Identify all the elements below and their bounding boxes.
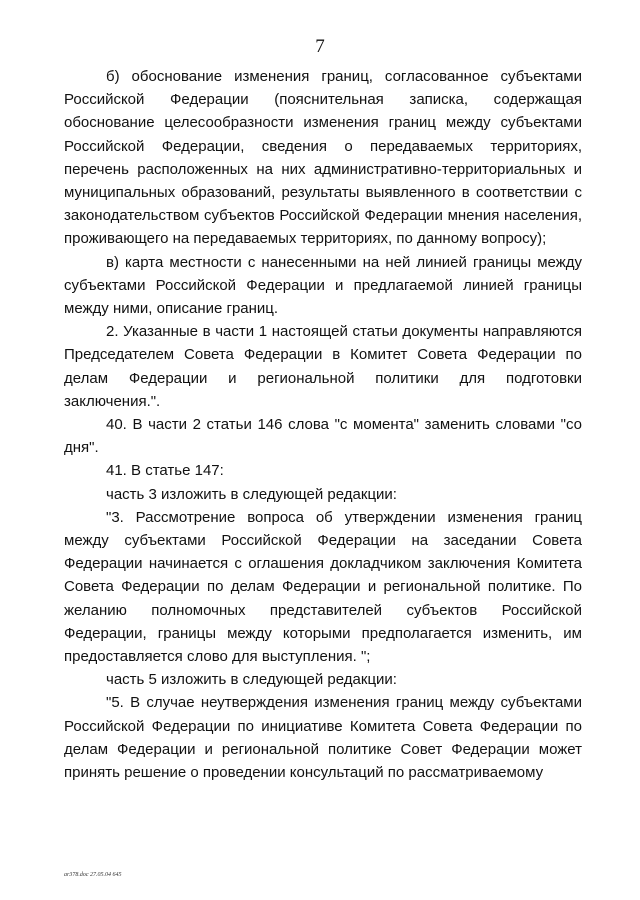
paragraph-part-3-text: "3. Рассмотрение вопроса об утверждении изменения границ между субъектами Российской Федерации на заседании Совета Федерации начинается с оглашения докладчиком заключения Комитета Совета Федерации по делам Федерации и региональной политике. По желанию полномочных представителей субъектов Российской Федерации, границы между которыми предполагается изменить, им предоставляется слово для выступления. "; (64, 508, 582, 666)
paragraph-point-40: 40. В части 2 статьи 146 слова "с момента" заменить словами "со дня". (64, 416, 582, 457)
paragraph-point-41: 41. В статье 147: (106, 462, 224, 480)
file-reference-footer: ar378.doc 27.05.04 645 (64, 872, 122, 878)
paragraph-part-5-text: "5. В случае неутверждения изменения границ между субъектами Российской Федерации по инициативе Комитета Совета Федерации по делам Федерации и региональной политике Совет Федерации может принять решение о проведении консультаций по рассматриваемому (64, 694, 582, 782)
paragraph-part-5-intro: часть 5 изложить в следующей редакции: (106, 671, 397, 689)
paragraph-item-v: в) карта местности с нанесенными на ней линией границы между субъектами Российской Федерации и предлагаемой линией границы между ними, описание границ. (64, 253, 582, 318)
paragraph-part-3-intro: часть 3 изложить в следующей редакции: (106, 485, 397, 503)
document-body (64, 65, 582, 784)
page-number: 7 (315, 36, 325, 57)
paragraph-part-2: 2. Указанные в части 1 настоящей статьи документы направляются Председателем Совета Федерации в Комитет Совета Федерации по делам Федерации и региональной политики для подготовки заключения.". (64, 323, 582, 410)
paragraph-item-b: б) обоснование изменения границ, согласованное субъектами Российской Федерации (пояснительная записка, содержащая обоснование целесообразности изменения границ между субъектами Российской Федерации, сведения о передаваемых территориях, перечень расположенных на них административно-территориальных и муниципальных образований, результаты выявленного в соответствии с законодательством субъектов Российской Федерации мнения населения, проживающего на передаваемых территориях, по данному вопросу); (64, 68, 582, 248)
